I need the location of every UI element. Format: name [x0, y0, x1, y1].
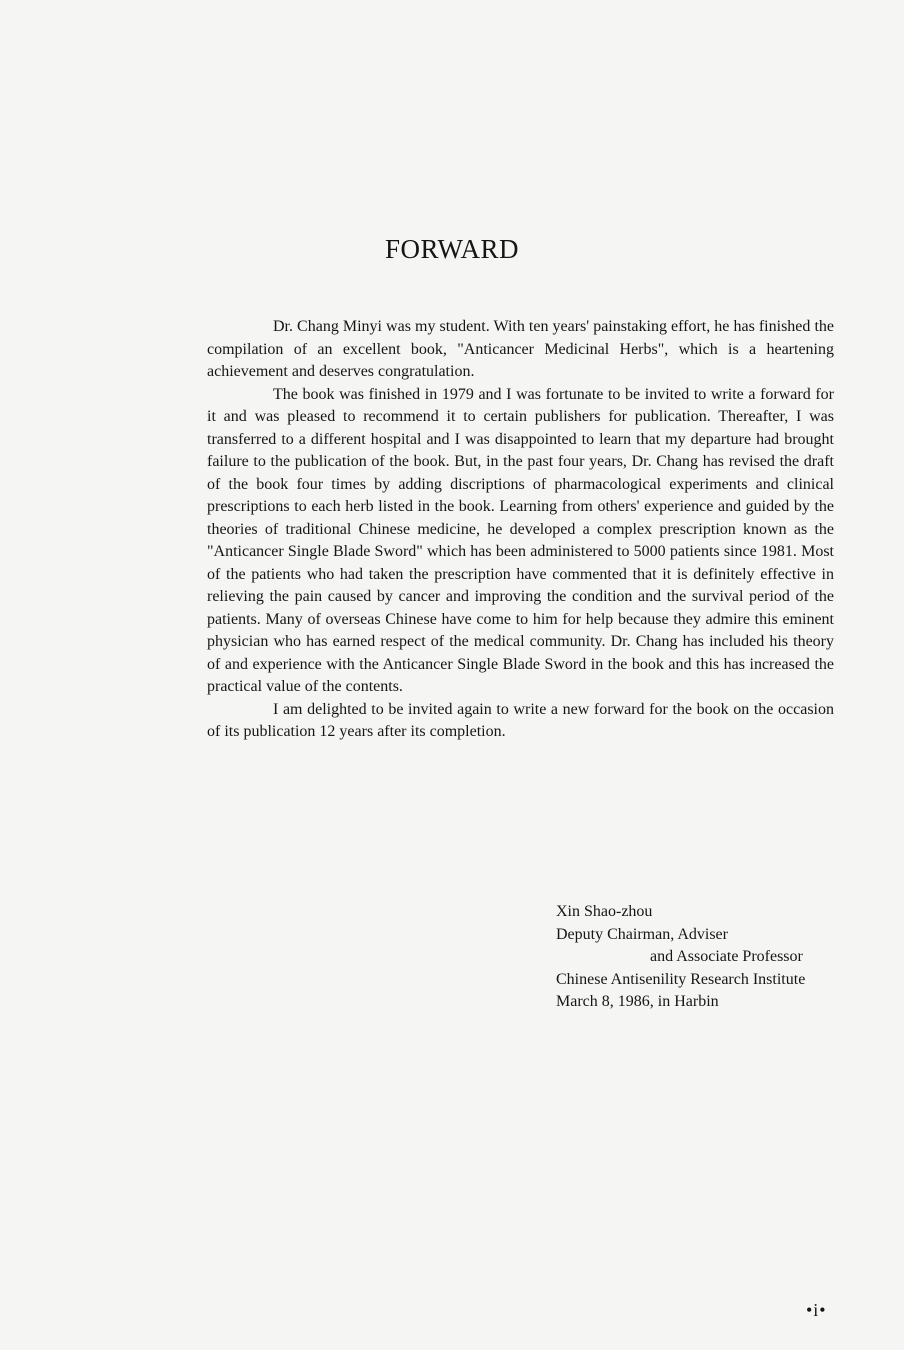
paragraph-2: The book was finished in 1979 and I was fortunate to be invited to write a forward for it and was pleased to recommend it to certain publishers for publication. Thereafter, I was transferred to a different hospital and I was disappointed to learn that my departure had brought failure to the publication of the book. But, in the past four years, Dr. Chang has revised the draft of the book four times by adding discriptions of pharmacological experiments and clinical prescriptions to each herb listed in the book. Learning from others' experience and guided by the theories of traditional Chinese medicine, he developed a complex prescription known as the "Anticancer Single Blade Sword" which has been administered to 5000 patients since 1981. Most of the patients who had taken the prescription have commented that it is definitely effective in relieving the pain caused by cancer and improving the condition and the survival period of the patients. Many of overseas Chinese have come to him for help because they admire this eminent physician who has earned respect of the medical community. Dr. Chang has included his theory of and experience with the Anticancer Single Blade Sword in the book and this has increased the practical value of the contents. [207, 385, 834, 695]
signature-institution: Chinese Antisenility Research Institute [556, 970, 806, 988]
signature-position-2: and Associate Professor [650, 948, 803, 965]
paragraph-3: I am delighted to be invited again to write a new forward for the book on the occasion of its publication 12 years after its completion. [207, 700, 834, 740]
page-title: FORWARD [384, 234, 520, 264]
signature-position-1: Deputy Chairman, Adviser [556, 925, 728, 943]
signature-block [556, 901, 856, 1014]
paragraph-1: Dr. Chang Minyi was my student. With ten years' painstaking effort, he has finished the compilation of an excellent book, "Anticancer Medicinal Herbs", which is a heartening achievement and deserves congratulation. [207, 318, 834, 380]
signature-name: Xin Shao-zhou [556, 903, 653, 920]
page-number: •i• [806, 1300, 827, 1320]
signature-date-place: March 8, 1986, in Harbin [556, 993, 719, 1010]
forward-body [207, 316, 834, 744]
